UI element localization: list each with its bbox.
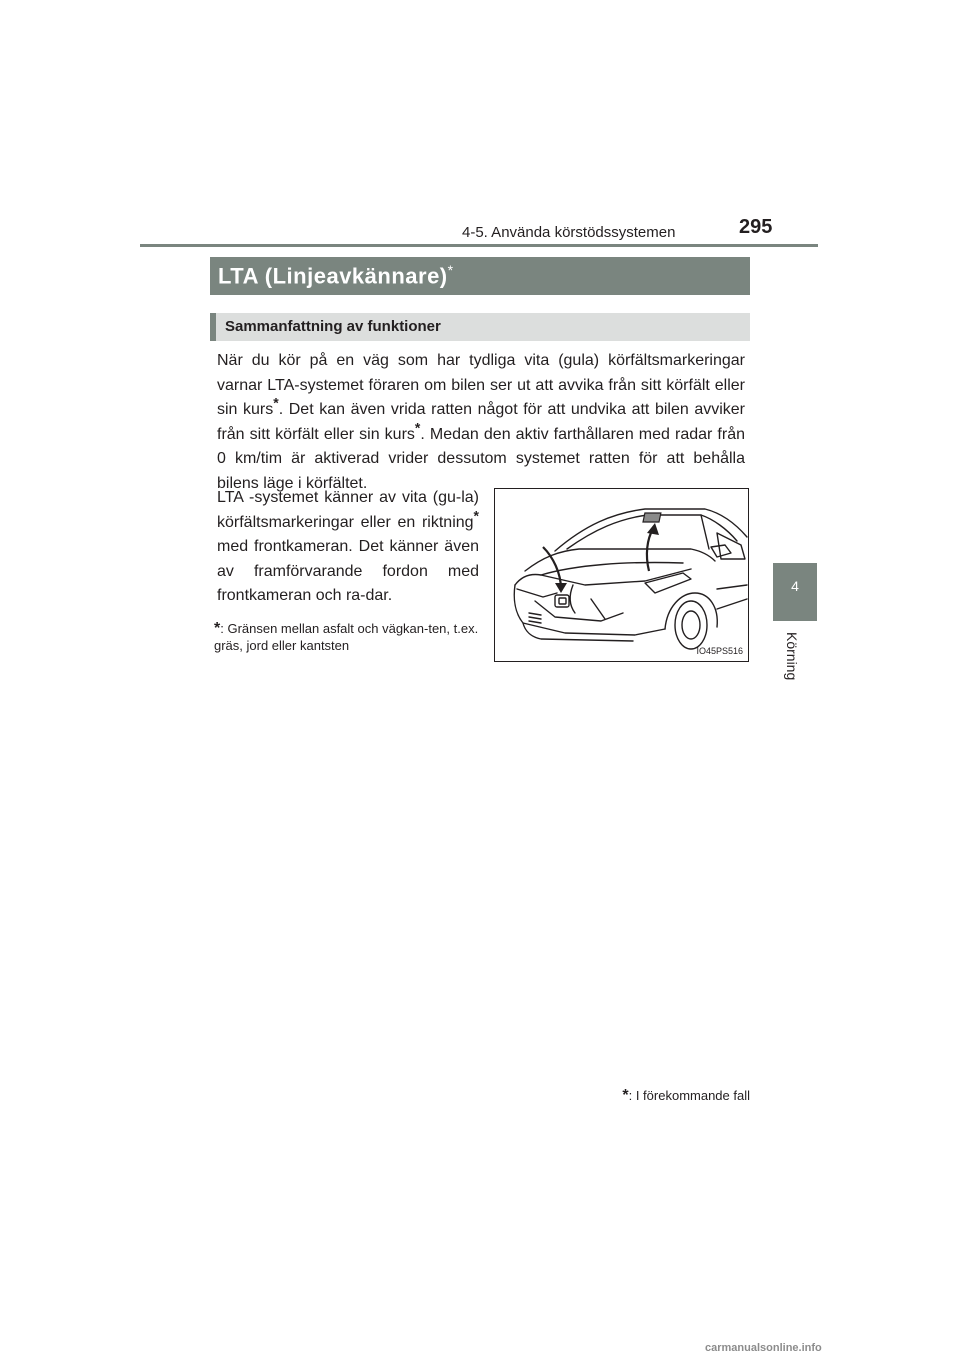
footnote-text: : Gränsen mellan asfalt och vägkan-ten, t.ex. gräs, jord eller kantsten [214, 621, 479, 653]
asterisk-mark: * [473, 507, 479, 524]
paragraph-detection [217, 486, 479, 609]
subtitle: Sammanfattning av funktioner [225, 318, 441, 335]
page-number: 295 [739, 216, 773, 238]
bottom-footnote-text: : I förekommande fall [628, 1088, 750, 1103]
para2-text-a: LTA -systemet känner av vita (gu-la) körfältsmarkeringar eller en riktning [217, 489, 479, 531]
car-drawing-icon [495, 489, 748, 661]
asterisk-mark: * [414, 419, 421, 436]
title-asterisk: * [447, 262, 454, 278]
para1-text-a: När du kör på en väg som har tydliga vita (gula) körfältsmarkeringar varnar LTA-systemet föraren om bilen ser ut att avvika från sitt körfält eller sin kurs [217, 352, 745, 418]
watermark: carmanualsonline.info [705, 1342, 822, 1354]
asterisk-mark: * [273, 394, 279, 411]
car-illustration [494, 488, 749, 662]
para1-text-b: . Det kan även vrida ratten något för att undvika att bilen avviker från sitt körfält eller sin kurs [217, 401, 746, 443]
bottom-footnote [610, 1087, 750, 1105]
section-title-bar [210, 257, 750, 295]
para1-text-c: . Medan den aktiv farthållaren med radar från 0 km/tim är aktiverad vrider dessutom systemet ratten för att behålla bilens läge i körfältet. [217, 425, 746, 492]
subtitle-accent [210, 313, 216, 341]
section-title [218, 262, 454, 289]
header-rule [140, 244, 818, 247]
bottom-footnote-asterisk: * [622, 1087, 629, 1104]
figure-code: IO45PS516 [696, 646, 743, 656]
paragraph-intro [217, 349, 745, 496]
para2-text-b: med frontkameran. Det känner även av framförvarande fordon med frontkameran och ra-dar. [217, 538, 479, 604]
section-header: 4-5. Använda körstödssystemen [462, 224, 676, 241]
chapter-number: 4 [791, 578, 799, 594]
chapter-label: Körning [784, 632, 800, 681]
section-title-text: LTA (Linjeavkännare) [218, 263, 448, 289]
footnote-asterisk: * [214, 620, 221, 637]
footnote [214, 620, 480, 654]
subtitle-bar [210, 313, 750, 341]
